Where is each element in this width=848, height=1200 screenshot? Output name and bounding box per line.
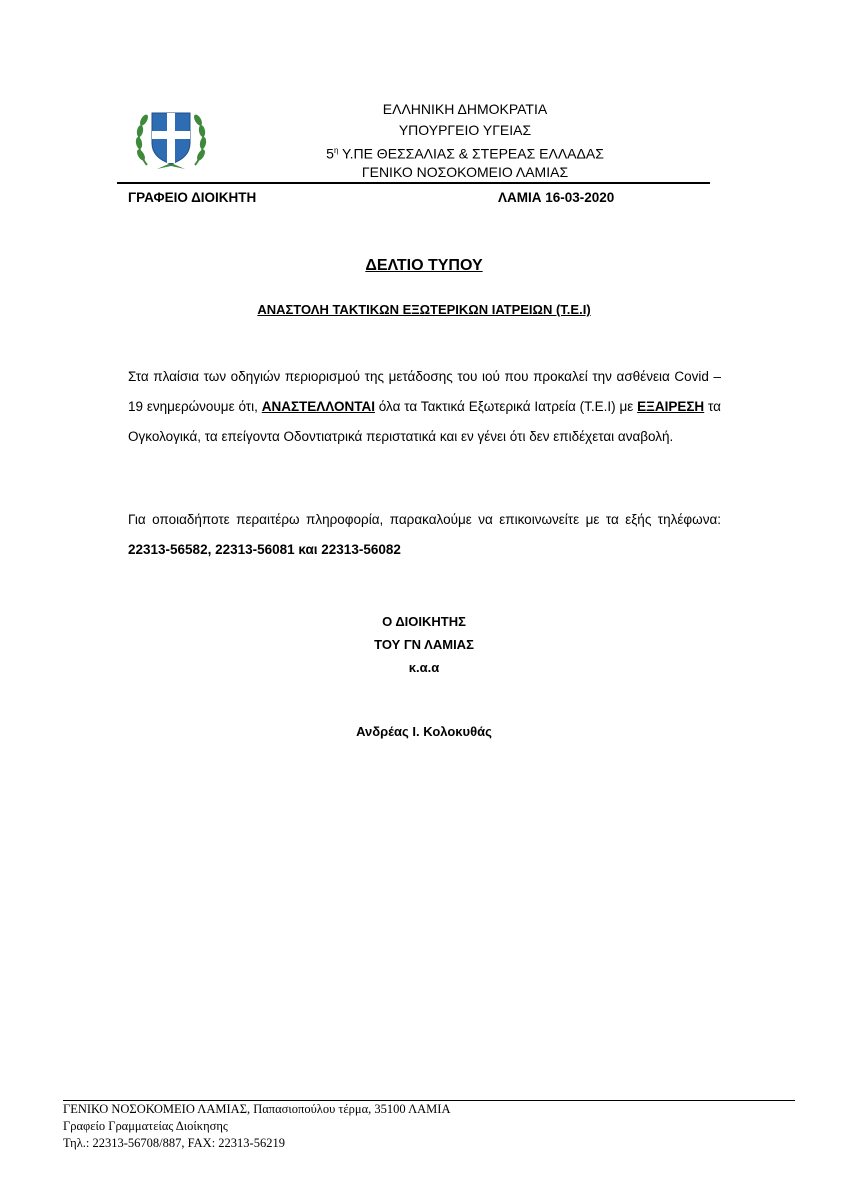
signature-name: Ανδρέας Ι. Κολοκυθάς <box>356 724 492 739</box>
body-paragraph-2: Για οποιαδήποτε περαιτέρω πληροφορία, παρακαλούμε να επικοινωνείτε με τα εξής τηλέφωνα: 22313-56582, 22313-56081 και 22313-56082 <box>128 512 721 557</box>
signature-role: Ο ΔΙΟΙΚΗΤΗΣ <box>382 614 466 629</box>
date-label: ΛΑΜΙΑ 16-03-2020 <box>498 190 615 205</box>
footer-address: ΓΕΝΙΚΟ ΝΟΣΟΚΟΜΕΙΟ ΛΑΜΙΑΣ, Παπασιοπούλου τέρμα, 35100 ΛΑΜΙΑ <box>63 1102 451 1116</box>
footer-office: Γραφείο Γραμματείας Διοίκησης <box>63 1119 228 1133</box>
header-line-4: ΓΕΝΙΚΟ ΝΟΣΟΚΟΜΕΙΟ ΛΑΜΙΑΣ <box>361 164 569 180</box>
greek-coat-of-arms-icon <box>133 103 209 173</box>
footer-contacts: Τηλ.: 22313-56708/887, FAX: 22313-56219 <box>63 1136 285 1150</box>
body-paragraph-1: Στα πλαίσια των οδηγιών περιορισμού της μετάδοσης του ιού που προκαλεί την ασθένεια Covid – 19 ενημερώνουμε ότι, ΑΝΑΣΤΕΛΛΟΝΤΑΙ όλα τα Τακτικά Εξωτερικά Ιατρεία (Τ.Ε.Ι) με ΕΞΑΙΡΕΣΗ τα Ογκολογικά, τα επείγοντα Οδοντιατρικά περιστατικά και εν γένει ότι δεν επιδέχεται αναβολή. <box>128 369 721 444</box>
header-divider <box>117 182 710 184</box>
signature-org: ΤΟΥ ΓΝ ΛΑΜΙΑΣ <box>374 637 474 652</box>
document-title: ΔΕΛΤΙΟ ΤΥΠΟΥ <box>365 257 483 274</box>
header-line-3: $5^\eta$ Υ.ΠΕ ΘΕΣΣΑΛΙΑΣ & ΣΤΕΡΕΑΣ ΕΛΛΑΔΑΣ <box>326 145 604 162</box>
header-line-1: ΕΛΛΗΝΙΚΗ ΔΗΜΟΚΡΑΤΙΑ <box>382 101 548 117</box>
header-line-2: ΥΠΟΥΡΓΕΙΟ ΥΓΕΙΑΣ <box>398 122 532 138</box>
office-label: ΓΡΑΦΕΙΟ ΔΙΟΙΚΗΤΗ <box>128 190 257 205</box>
document-subtitle: ΑΝΑΣΤΟΛΗ ΤΑΚΤΙΚΩΝ ΕΞΩΤΕΡΙΚΩΝ ΙΑΤΡΕΙΩΝ (Τ.Ε.Ι) <box>257 302 591 317</box>
signature-kaa: κ.α.α <box>408 660 440 675</box>
